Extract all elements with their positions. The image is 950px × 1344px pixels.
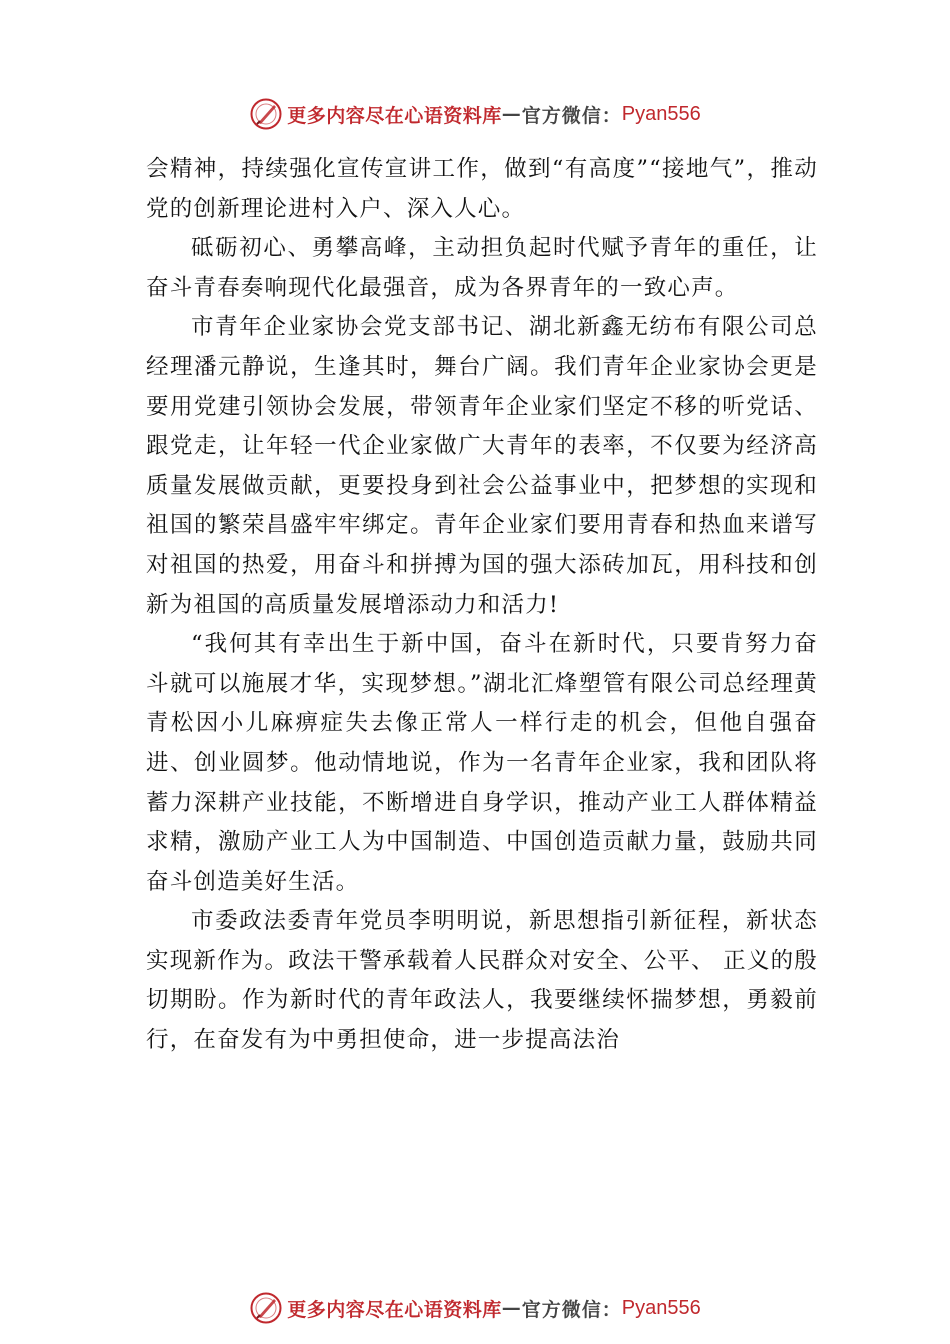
paragraph-continued: 会精神，持续强化宣传宣讲工作，做到“有高度”“接地气”，推动党的创新理论进村入户、深入人心。 xyxy=(146,156,818,222)
banner-wechat-label: 官方微信： xyxy=(521,1298,622,1321)
document-body xyxy=(146,150,818,1061)
paragraph: 砥砺初心、勇攀高峰，主动担负起时代赋予青年的重任，让奋斗青春奏响现代化最强音，成为各界青年的一致心声。 xyxy=(146,235,818,301)
paragraph: 市青年企业家协会党支部书记、湖北新鑫无纺布有限公司总经理潘元静说，生逢其时，舞台广阔。我们青年企业家协会更是要用党建引领协会发展，带领青年企业家们坚定不移的听党话、跟党走，让年轻一代企业家做广大青年的表率，不仅要为经济高质量发展做贡献，更要投身到社会公益事业中，把梦想的实现和祖国的繁荣昌盛牢牢绑定。青年企业家们要用青春和热血来谱写对祖国的热爱，用奋斗和拼搏为国的强大添砖加瓦，用科技和创新为祖国的高质量发展增添动力和活力! xyxy=(146,314,818,618)
footer-banner xyxy=(0,1288,950,1328)
banner-dash: — xyxy=(501,1297,522,1319)
banner-site-name: 更多内容尽在心语资料库 xyxy=(287,104,502,127)
paragraph: “我何其有幸出生于新中国，奋斗在新时代，只要肯努力奋斗就可以施展才华，实现梦想。”湖北汇烽塑管有限公司总经理黄青松因小儿麻痹症失去像正常人一样行走的机会，但他自强奋进、创业圆梦。他动情地说，作为一名青年企业家，我和团队将蓄力深耕产业技能，不断增进自身学识，推动产业工人群体精益求精，激励产业工人为中国制造、中国创造贡献力量，鼓励共同奋斗创造美好生活。 xyxy=(146,631,818,895)
quill-seal-icon xyxy=(249,97,283,131)
quill-seal-icon xyxy=(249,1291,283,1325)
header-banner xyxy=(0,94,950,134)
banner-wechat-label: 官方微信： xyxy=(521,104,622,127)
banner-wechat-id: Pyan556 xyxy=(621,1296,701,1319)
banner-dash: — xyxy=(501,103,522,125)
banner-wechat-id: Pyan556 xyxy=(621,102,701,125)
paragraph: 市委政法委青年党员李明明说，新思想指引新征程，新状态实现新作为。政法干警承载着人民群众对安全、公平、 正义的殷切期盼。作为新时代的青年政法人，我要继续怀揣梦想，勇毅前行，在奋发有为中勇担使命，进一步提高法治 xyxy=(146,908,818,1054)
banner-site-name: 更多内容尽在心语资料库 xyxy=(287,1298,502,1321)
